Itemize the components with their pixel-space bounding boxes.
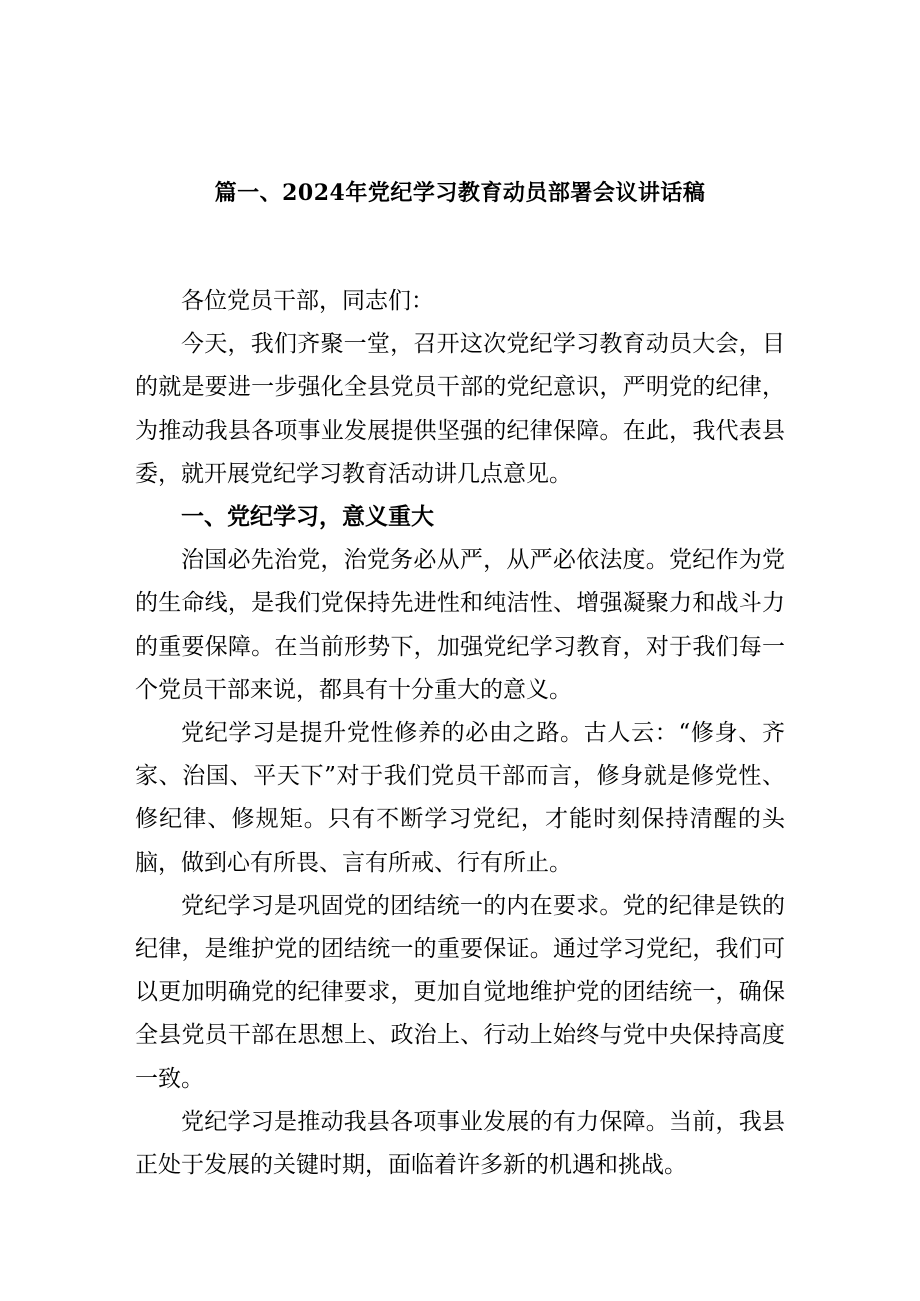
section-1-paragraph-4: 党纪学习是推动我县各项事业发展的有力保障。当前，我县正处于发展的关键时期，面临着许多新的机遇和挑战。 (135, 1108, 785, 1179)
section-1-paragraph-3: 党纪学习是巩固党的团结统一的内在要求。党的纪律是铁的纪律，是维护党的团结统一的重要保证。通过学习党纪，我们可以更加明确党的纪律要求，更加自觉地维护党的团结统一，确保全县党员干部在思想上、政治上、行动上始终与党中央保持高度一致。 (135, 892, 785, 1092)
section-1-paragraph-1: 治国必先治党，治党务必从严，从严必依法度。党纪作为党的生命线，是我们党保持先进性和纯洁性、增强凝聚力和战斗力的重要保障。在当前形势下，加强党纪学习教育，对于我们每一个党员干部来说，都具有十分重大的意义。 (135, 547, 785, 703)
section-heading-1: 一、党纪学习，意义重大 (181, 504, 434, 531)
document-title: 篇一、2024年党纪学习教育动员部署会议讲话稿 (214, 180, 706, 206)
document-body (135, 280, 785, 1187)
section-1-paragraph-2: 党纪学习是提升党性修养的必由之路。古人云：“修身、齐家、治国、平天下”对于我们党员干部而言，修身就是修党性、修纪律、修规矩。只有不断学习党纪，才能时刻保持清醒的头脑，做到心有所畏、言有所戒、行有所止。 (135, 720, 785, 876)
paragraph-intro: 今天，我们齐聚一堂，召开这次党纪学习教育动员大会，目的就是要进一步强化全县党员干部的党纪意识，严明党的纪律，为推动我县各项事业发展提供坚强的纪律保障。在此，我代表县委，就开展党纪学习教育活动讲几点意见。 (135, 331, 785, 487)
salutation: 各位党员干部，同志们： (181, 288, 434, 314)
